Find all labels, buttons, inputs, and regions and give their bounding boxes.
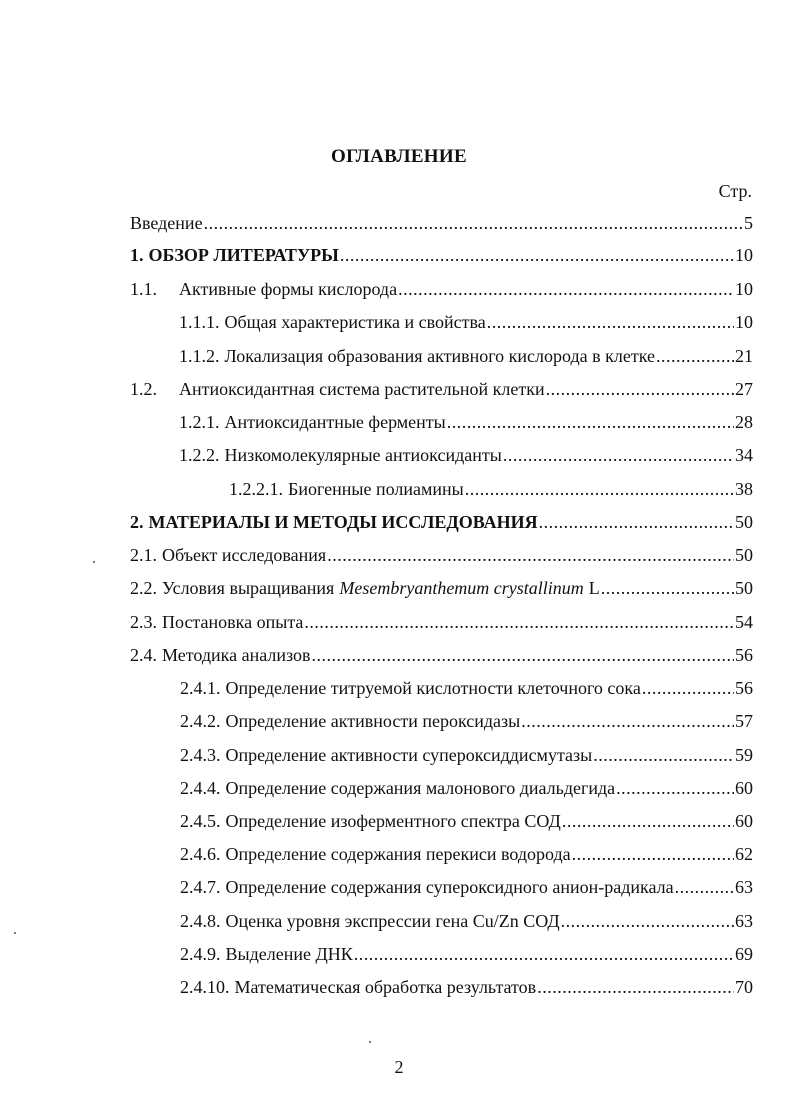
toc-leader <box>572 839 734 869</box>
toc-entry-2-4 <box>130 640 753 670</box>
toc-leader <box>656 341 734 371</box>
toc-leader <box>340 240 734 270</box>
toc-entry-page: 21 <box>735 346 753 366</box>
toc-entry-text: Выделение ДНК <box>225 944 353 964</box>
toc-entry-page: 63 <box>735 877 753 897</box>
toc-entry-text: Объект исследования <box>162 545 327 565</box>
toc-entry-section-2 <box>130 507 753 537</box>
page-number: 2 <box>394 1057 404 1077</box>
toc-entry-text: ОБЗОР ЛИТЕРАТУРЫ <box>148 245 339 265</box>
toc-entry-page: 60 <box>735 811 753 831</box>
toc-entry-page: 59 <box>735 745 753 765</box>
toc-leader <box>593 740 734 770</box>
toc-entry-intro <box>130 208 753 238</box>
toc-entry-number: 2. <box>130 512 144 532</box>
toc-leader <box>546 374 734 404</box>
toc-entry-1-1-1 <box>179 307 753 337</box>
toc-entry-text: Биогенные полиамины <box>288 479 464 499</box>
toc-entry-page: 69 <box>735 944 753 964</box>
toc-entry-number: 1.1.1. <box>179 312 220 332</box>
toc-entry-page: 50 <box>735 578 753 598</box>
toc-leader <box>642 673 734 703</box>
toc-entry-2-4-9 <box>180 939 753 969</box>
toc-entry-number: 1.1. <box>130 279 157 299</box>
toc-entry-section-1 <box>130 240 753 270</box>
toc-entry-2-4-4 <box>180 773 753 803</box>
toc-entry-page: 57 <box>735 711 753 731</box>
toc-entry-number: 2.4.9. <box>180 944 221 964</box>
toc-entry-number: 2.4.7. <box>180 877 221 897</box>
toc-entry-page: 38 <box>735 479 753 499</box>
toc-leader <box>204 208 743 238</box>
toc-entry-text: Антиоксидантная система растительной клетки <box>179 379 545 399</box>
toc-entry-1-2-1 <box>179 407 753 437</box>
toc-entry-number: 2.4. <box>130 645 157 665</box>
toc-entry-2-4-2 <box>180 706 753 736</box>
toc-entry-1-2-2 <box>179 440 753 470</box>
toc-entry-text: Оценка уровня экспрессии гена Cu/Zn СОД <box>225 911 560 931</box>
toc-entry-2-4-7 <box>180 872 753 902</box>
toc-entry-page: 54 <box>735 612 753 632</box>
toc-leader <box>561 906 734 936</box>
toc-entry-1-2 <box>130 374 753 404</box>
toc-entry-number: 2.2. <box>130 578 157 598</box>
toc-entry-page: 50 <box>735 512 753 532</box>
scan-speck <box>93 561 95 563</box>
toc-entry-text: Введение <box>130 213 203 233</box>
toc-entry-2-4-8 <box>180 906 753 936</box>
toc-entry-species-author: L <box>588 578 600 598</box>
toc-entry-text: Определение содержания супероксидного анион-радикала <box>225 877 674 897</box>
toc-entry-2-4-10 <box>180 972 753 1002</box>
toc-entry-page: 50 <box>735 545 753 565</box>
toc-entry-number: 2.3. <box>130 612 157 632</box>
toc-entry-number: 2.4.8. <box>180 911 221 931</box>
toc-leader <box>447 407 734 437</box>
toc-entry-page: 70 <box>735 977 753 997</box>
toc-entry-page: 34 <box>735 445 753 465</box>
scan-speck <box>14 932 16 934</box>
toc-entry-1-2-2-1 <box>229 474 753 504</box>
toc-entry-number: 2.1. <box>130 545 157 565</box>
toc-entry-page: 56 <box>735 678 753 698</box>
toc-leader <box>354 939 734 969</box>
toc-entry-page: 5 <box>744 213 753 233</box>
page-column-label: Стр. <box>718 181 752 201</box>
toc-entry-number: 1.2.1. <box>179 412 220 432</box>
toc-entry-text: Антиоксидантные ферменты <box>224 412 446 432</box>
toc-leader <box>616 773 734 803</box>
toc-entry-text: Методика анализов <box>162 645 311 665</box>
toc-entry-2-3 <box>130 607 753 637</box>
toc-entry-page: 28 <box>735 412 753 432</box>
toc-entry-text: Условия выращивания <box>162 578 335 598</box>
toc-entry-text: Низкомолекулярные антиоксиданты <box>224 445 502 465</box>
toc-entry-page: 10 <box>735 312 753 332</box>
toc-entry-text: Определение содержания малонового диальдегида <box>225 778 616 798</box>
toc-entry-species-name: Mesembryanthemum crystallinum <box>339 578 584 598</box>
toc-entry-number: 1. <box>130 245 144 265</box>
toc-leader <box>327 540 734 570</box>
toc-leader <box>521 706 734 736</box>
toc-entry-number: 2.4.5. <box>180 811 221 831</box>
toc-leader <box>487 307 734 337</box>
toc-entry-text: Локализация образования активного кислорода в клетке <box>224 346 655 366</box>
toc-entry-1-1-2 <box>179 341 753 371</box>
toc-entry-text: Математическая обработка результатов <box>234 977 537 997</box>
toc-entry-text: Определение изоферментного спектра СОД <box>225 811 561 831</box>
toc-entry-number: 2.4.6. <box>180 844 221 864</box>
toc-entry-2-4-3 <box>180 740 753 770</box>
toc-leader <box>304 607 734 637</box>
toc-entry-page: 10 <box>735 279 753 299</box>
toc-entry-2-2 <box>130 573 753 603</box>
toc-entry-text: МАТЕРИАЛЫ И МЕТОДЫ ИССЛЕДОВАНИЯ <box>148 512 538 532</box>
toc-leader <box>562 806 734 836</box>
page-title: ОГЛАВЛЕНИЕ <box>331 146 467 167</box>
toc-entry-number: 2.4.3. <box>180 745 221 765</box>
toc-leader <box>537 972 734 1002</box>
toc-entry-number: 2.4.10. <box>180 977 230 997</box>
toc-entry-text: Общая характеристика и свойства <box>224 312 486 332</box>
toc-leader <box>503 440 734 470</box>
toc-entry-number: 1.2.2.1. <box>229 479 283 499</box>
toc-entry-page: 60 <box>735 778 753 798</box>
toc-leader <box>675 872 734 902</box>
toc-leader <box>398 274 734 304</box>
toc-entry-number: 2.4.4. <box>180 778 221 798</box>
toc-entry-2-4-1 <box>180 673 753 703</box>
toc-entry-number: 1.2. <box>130 379 157 399</box>
toc-entry-text: Определение активности супероксиддисмутазы <box>225 745 593 765</box>
toc-entry-text: Активные формы кислорода <box>179 279 398 299</box>
toc-entry-text: Определение титруемой кислотности клеточного сока <box>225 678 641 698</box>
toc-entry-page: 27 <box>735 379 753 399</box>
toc-entry-number: 2.4.2. <box>180 711 221 731</box>
scan-speck <box>369 1041 371 1043</box>
toc-entry-text: Постановка опыта <box>162 612 304 632</box>
toc-leader <box>539 507 734 537</box>
toc-leader <box>312 640 734 670</box>
toc-entry-1-1 <box>130 274 753 304</box>
toc-entry-page: 62 <box>735 844 753 864</box>
toc-entry-number: 2.4.1. <box>180 678 221 698</box>
toc-entry-page: 10 <box>735 245 753 265</box>
toc-entry-number: 1.2.2. <box>179 445 220 465</box>
toc-entry-2-1 <box>130 540 753 570</box>
toc-leader <box>465 474 734 504</box>
toc-leader <box>601 573 734 603</box>
toc-entry-page: 63 <box>735 911 753 931</box>
toc-entry-text: Определение активности пероксидазы <box>225 711 521 731</box>
toc-entry-number: 1.1.2. <box>179 346 220 366</box>
toc-entry-2-4-6 <box>180 839 753 869</box>
toc-entry-page: 56 <box>735 645 753 665</box>
toc-entry-2-4-5 <box>180 806 753 836</box>
toc-entry-text: Определение содержания перекиси водорода <box>225 844 571 864</box>
